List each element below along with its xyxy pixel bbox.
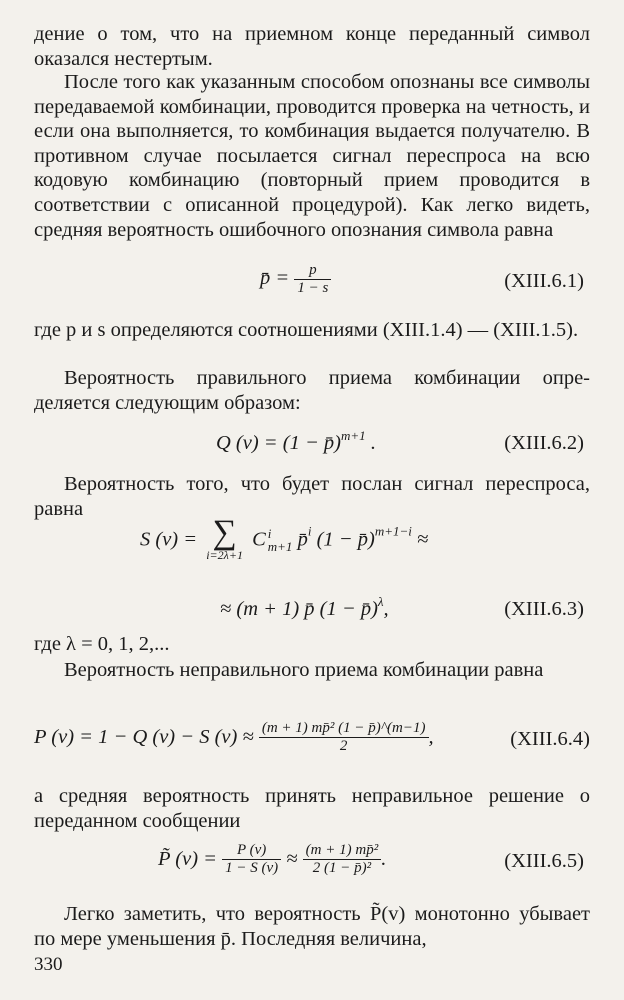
eq5-lhs: P̃ (v) = [158, 848, 217, 870]
eq5-denominator1: 1 − S (v) [225, 860, 279, 876]
paragraph-8: а средняя вероятность принять неправильное решение о переданном сообщении [34, 785, 590, 832]
eq5-mid: ≈ [281, 848, 303, 870]
eq3-body: p̄ [297, 528, 308, 551]
equation-xiii-6-4 [34, 720, 590, 764]
eq2-label: (XIII.6.2) [504, 432, 584, 454]
eq4-numerator: (m + 1) mp̄² (1 − p̄)^(m−1) [259, 720, 429, 738]
equation-xiii-6-1 [34, 262, 590, 306]
eq3b-end: , [383, 598, 389, 620]
paragraph-6: где λ = 0, 1, 2,... [34, 633, 170, 655]
paragraph-9: Легко заметить, что вероятность P̃(v) монотонно убывает по мере уменьшения p̄. Последняя величина, [34, 903, 590, 950]
eq3b-exponent: λ [377, 594, 384, 609]
eq5-label: (XIII.6.5) [504, 850, 584, 872]
c-subscript: m+1 [267, 539, 293, 554]
equation-xiii-6-2 [34, 424, 590, 468]
eq2-end: . [365, 432, 376, 454]
equation-xiii-6-3-line1: S (v) = ∑ i=2λ+1 C i m+1 p̄$^i$ (1 − p̄)$^{m+1-i}$ ≈ [140, 514, 429, 562]
eq4-end: , [428, 726, 434, 748]
c-superscript: i [267, 526, 272, 541]
eq4-label: (XIII.6.4) [510, 728, 590, 750]
eq5-denominator2: 2 (1 − p̄)² [312, 860, 372, 876]
eq2-exponent: m+1 [341, 428, 366, 443]
eq1-label: (XIII.6.1) [504, 270, 584, 292]
eq4-lhs: P (v) = 1 − Q (v) − S (v) ≈ [34, 726, 254, 748]
sum-lower-limit: i=2λ+1 [206, 548, 243, 562]
paragraph-4: Вероятность правильного приема комбинации определяется следующим образом: [34, 367, 590, 414]
page-number: 330 [34, 954, 63, 975]
eq3-body-exponent: i [307, 523, 312, 539]
paragraph-7: Вероятность неправильного приема комбинации равна [64, 659, 544, 681]
eq3-lhs: S (v) = [140, 528, 198, 551]
paragraph-2: После того как указанным способом опознаны все символы передаваемой комбинации, проводится проверка на четность, и если она выполняется, то комбинация выдается получателю. В противном случае посылается сигнал переспроса на всю кодовую комбинацию (повторный прием проводится в соответствии с описанной процедурой). Как легко видеть, средняя вероятность ошибочного опознания символа равна [34, 71, 590, 241]
paragraph-1: дение о том, что на приемном конце переданный символ оказался нестертым. [34, 23, 590, 70]
equation-xiii-6-3-line2 [34, 590, 590, 634]
eq4-denominator: 2 [339, 738, 348, 754]
eq2-expr: Q (v) = (1 − p̄) [216, 432, 342, 454]
equation-xiii-6-5 [34, 842, 590, 886]
eq3b-expr: ≈ (m + 1) p̄ (1 − p̄) [220, 598, 378, 620]
eq3-label: (XIII.6.3) [504, 598, 584, 620]
eq3-body2-exponent: m+1−i [374, 523, 412, 539]
eq5-numerator2: (m + 1) mp̄² [303, 842, 382, 860]
eq1-numerator: p [294, 262, 331, 280]
eq5-numerator1: P (v) [222, 842, 281, 860]
paragraph-3: где p и s определяются соотношениями (XIII.1.4) — (XIII.1.5). [34, 319, 579, 341]
eq3-tail: ≈ [411, 528, 429, 551]
summation-sign: ∑ i=2λ+1 [206, 514, 243, 562]
paragraph-5: Вероятность того, что будет послан сигнал переспроса, равна [34, 473, 590, 520]
eq1-lhs: p̄ = [260, 267, 290, 290]
eq3-body2: (1 − p̄) [311, 528, 375, 551]
eq5-end: . [381, 848, 387, 870]
eq1-denominator: 1 − s [297, 280, 329, 296]
